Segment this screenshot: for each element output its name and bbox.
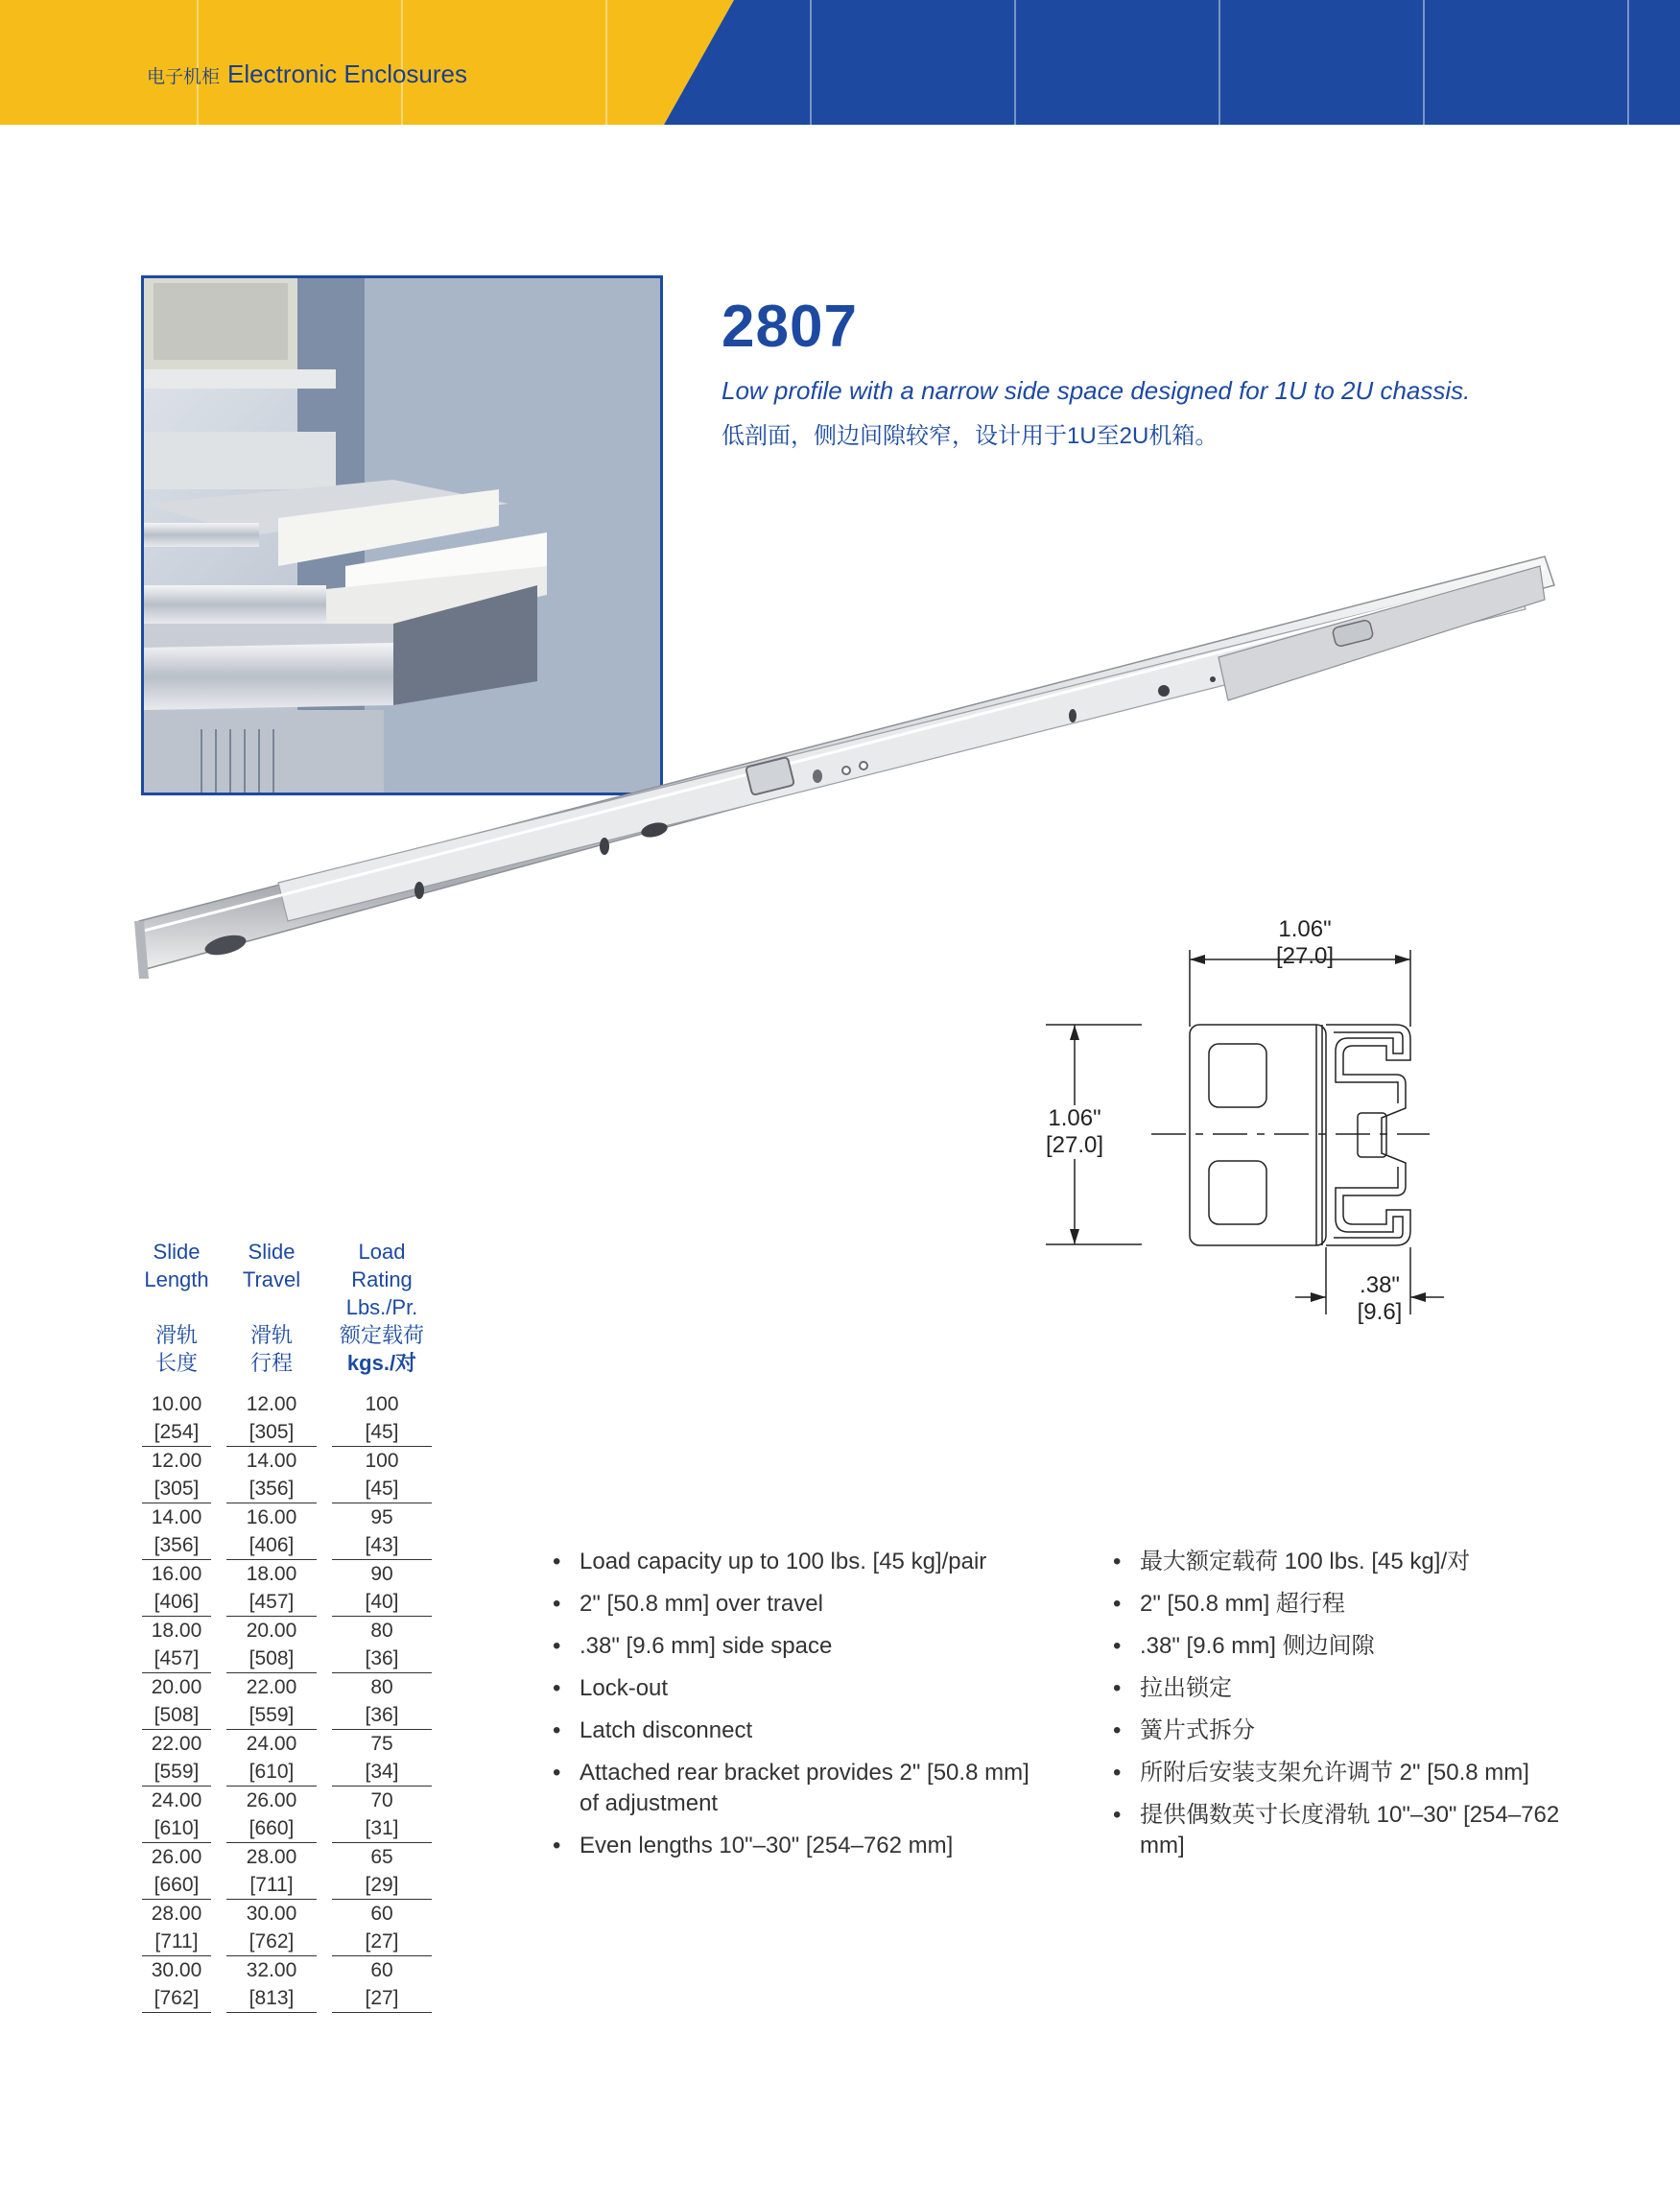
table-cell-load_kg: [36] [332, 1701, 432, 1730]
table-row-metric [134, 1928, 451, 1956]
features-cn [1105, 1547, 1604, 1873]
height-mm: [27.0] [1045, 1132, 1104, 1158]
table-cell-trav: 30.00 [246, 1903, 297, 1925]
table-cell-load: 60 [370, 1959, 393, 1981]
table-cell-load: 80 [370, 1620, 393, 1642]
table-row-metric [134, 1475, 451, 1503]
table-cell-load_kg: [36] [332, 1645, 432, 1673]
table-row [134, 1673, 451, 1701]
table-cell-len_mm: [508] [142, 1701, 211, 1730]
table-cell-load: 95 [370, 1506, 393, 1528]
feature-item: • 所附后安装支架允许调节 2" [50.8 mm] [1105, 1758, 1604, 1788]
table-cell-trav_mm: [660] [226, 1814, 317, 1843]
table-row [134, 1956, 451, 1984]
table-cell-trav_mm: [711] [226, 1871, 317, 1900]
table-cell-len: 20.00 [151, 1676, 202, 1698]
table-cell-len: 12.00 [151, 1450, 202, 1472]
table-cell-len: 28.00 [151, 1903, 202, 1925]
width-mm: [27.0] [1275, 943, 1335, 969]
table-row [134, 1900, 451, 1928]
header-load [324, 1238, 439, 1377]
table-cell-len: 18.00 [151, 1620, 202, 1642]
table-row [134, 1843, 451, 1871]
spec-table [134, 1238, 451, 2013]
table-cell-len: 22.00 [151, 1733, 202, 1755]
table-cell-load_kg: [43] [332, 1531, 432, 1560]
header-load-en-3: Lbs./Pr. [345, 1295, 418, 1319]
feature-item: • 提供偶数英寸长度滑轨 10"–30" [254–762 mm] [1105, 1800, 1604, 1861]
feature-item: • 最大额定载荷 100 lbs. [45 kg]/对 [1105, 1547, 1604, 1577]
table-cell-trav_mm: [305] [226, 1418, 317, 1447]
table-cell-load: 100 [365, 1450, 399, 1472]
table-cell-len_mm: [457] [142, 1645, 211, 1673]
table-row [134, 1617, 451, 1645]
table-cell-trav: 14.00 [246, 1450, 297, 1472]
table-cell-len: 10.00 [151, 1393, 202, 1415]
tagline-en: Low profile with a narrow side space designed for 1U to 2U chassis. [722, 376, 1471, 405]
table-cell-trav: 12.00 [246, 1393, 297, 1415]
width-dimension-label [1257, 916, 1353, 970]
table-cell-trav_mm: [610] [226, 1758, 317, 1787]
table-row-metric [134, 1645, 451, 1673]
table-cell-len: 24.00 [151, 1789, 202, 1811]
table-cell-trav: 28.00 [246, 1846, 297, 1868]
table-cell-trav: 26.00 [246, 1789, 297, 1811]
table-cell-load: 90 [370, 1563, 393, 1585]
table-cell-len: 30.00 [151, 1959, 202, 1981]
feature-item: • 2" [50.8 mm] over travel [545, 1589, 1044, 1620]
header-title [147, 59, 467, 89]
header-length [134, 1238, 219, 1377]
header-load-cn-2: kgs./对 [346, 1351, 417, 1375]
table-cell-trav: 16.00 [246, 1506, 297, 1528]
table-row [134, 1787, 451, 1814]
table-row-metric [134, 1418, 451, 1447]
table-row-metric [134, 1758, 451, 1787]
height-dimension-label [1027, 1105, 1123, 1159]
table-cell-len_mm: [762] [142, 1984, 211, 2013]
table-cell-len_mm: [660] [142, 1871, 211, 1900]
table-row-metric [134, 1984, 451, 2013]
tagline-cn: 低剖面，侧边间隙较窄，设计用于1U至2U机箱。 [722, 423, 1219, 449]
table-cell-load: 60 [370, 1903, 393, 1925]
table-cell-load: 80 [370, 1676, 393, 1698]
header-length-en-2: Length [144, 1267, 209, 1291]
table-cell-load_kg: [27] [332, 1928, 432, 1956]
table-cell-trav_mm: [559] [226, 1701, 317, 1730]
table-cell-load_kg: [27] [332, 1984, 432, 2013]
table-cell-trav_mm: [406] [226, 1531, 317, 1560]
side-mm: [9.6] [1357, 1299, 1403, 1325]
header-length-cn-1: 滑轨 [154, 1323, 198, 1347]
table-cell-load_kg: [45] [332, 1418, 432, 1447]
table-cell-len_mm: [711] [142, 1928, 211, 1956]
feature-item: • Load capacity up to 100 lbs. [45 kg]/pair [545, 1547, 1044, 1577]
header-length-cn-2: 长度 [154, 1351, 198, 1375]
header-load-cn-1: 额定载荷 [339, 1323, 424, 1347]
table-cell-load_kg: [45] [332, 1475, 432, 1503]
feature-item: • Latch disconnect [545, 1716, 1044, 1746]
table-cell-trav: 22.00 [246, 1676, 297, 1698]
table-row [134, 1447, 451, 1475]
feature-item: • 簧片式拆分 [1105, 1716, 1604, 1746]
table-cell-len_mm: [305] [142, 1475, 211, 1503]
table-cell-len_mm: [610] [142, 1814, 211, 1843]
table-row-metric [134, 1871, 451, 1900]
feature-item: • 2" [50.8 mm] 超行程 [1105, 1589, 1604, 1620]
table-row-metric [134, 1701, 451, 1730]
side-space-dimension-label [1341, 1272, 1418, 1326]
feature-item: • 拉出锁定 [1105, 1673, 1604, 1704]
header-band [0, 0, 1680, 125]
table-cell-load: 100 [365, 1393, 399, 1415]
header-length-en-1: Slide [153, 1240, 201, 1264]
header-load-en-1: Load [358, 1240, 406, 1264]
header-travel-en-2: Travel [242, 1267, 301, 1291]
table-row [134, 1730, 451, 1758]
features-cn-list [1105, 1547, 1604, 1861]
header-category-en: Electronic Enclosures [227, 59, 468, 88]
header-travel-en-1: Slide [248, 1240, 296, 1264]
table-cell-load: 75 [370, 1733, 393, 1755]
header-travel-cn-1: 滑轨 [249, 1323, 293, 1347]
side-inches: .38" [1360, 1272, 1400, 1298]
header-category-cn: 电子机柜 [147, 67, 221, 87]
table-cell-len_mm: [356] [142, 1531, 211, 1560]
feature-item: • Even lengths 10"–30" [254–762 mm] [545, 1831, 1044, 1861]
table-row-metric [134, 1588, 451, 1617]
table-cell-trav: 18.00 [246, 1563, 297, 1585]
table-row-metric [134, 1814, 451, 1843]
header-load-en-2: Rating [351, 1267, 413, 1291]
width-inches: 1.06" [1278, 916, 1332, 942]
feature-item: • .38" [9.6 mm] side space [545, 1631, 1044, 1662]
model-number: 2807 [722, 294, 858, 360]
table-row-metric [134, 1531, 451, 1560]
spec-table-header [134, 1238, 451, 1377]
table-row [134, 1560, 451, 1588]
table-cell-load_kg: [29] [332, 1871, 432, 1900]
feature-item: • Attached rear bracket provides 2" [50.8 mm] of adjustment [545, 1758, 1044, 1819]
feature-item: • .38" [9.6 mm] 侧边间隙 [1105, 1631, 1604, 1662]
table-cell-trav_mm: [762] [226, 1928, 317, 1956]
table-cell-trav_mm: [813] [226, 1984, 317, 2013]
table-cell-load: 70 [370, 1789, 393, 1811]
table-cell-load_kg: [31] [332, 1814, 432, 1843]
table-cell-trav_mm: [457] [226, 1588, 317, 1617]
table-cell-load_kg: [34] [332, 1758, 432, 1787]
table-cell-trav: 20.00 [246, 1620, 297, 1642]
table-cell-trav: 32.00 [246, 1959, 297, 1981]
table-cell-len_mm: [254] [142, 1418, 211, 1447]
cross-section-diagram [1017, 916, 1497, 1343]
table-cell-len_mm: [559] [142, 1758, 211, 1787]
feature-item: • Lock-out [545, 1673, 1044, 1704]
features-en-list [545, 1547, 1044, 1861]
height-inches: 1.06" [1048, 1105, 1101, 1131]
table-cell-len: 26.00 [151, 1846, 202, 1868]
table-cell-trav_mm: [356] [226, 1475, 317, 1503]
spec-table-body [134, 1390, 451, 2013]
table-cell-len_mm: [406] [142, 1588, 211, 1617]
table-row [134, 1390, 451, 1418]
table-cell-load: 65 [370, 1846, 393, 1868]
table-cell-load_kg: [40] [332, 1588, 432, 1617]
table-row [134, 1503, 451, 1531]
header-travel-cn-2: 行程 [249, 1351, 293, 1375]
header-travel [219, 1238, 324, 1377]
table-cell-len: 16.00 [151, 1563, 202, 1585]
table-cell-trav_mm: [508] [226, 1645, 317, 1673]
table-cell-trav: 24.00 [246, 1733, 297, 1755]
table-cell-len: 14.00 [151, 1506, 202, 1528]
features-en [545, 1547, 1044, 1873]
